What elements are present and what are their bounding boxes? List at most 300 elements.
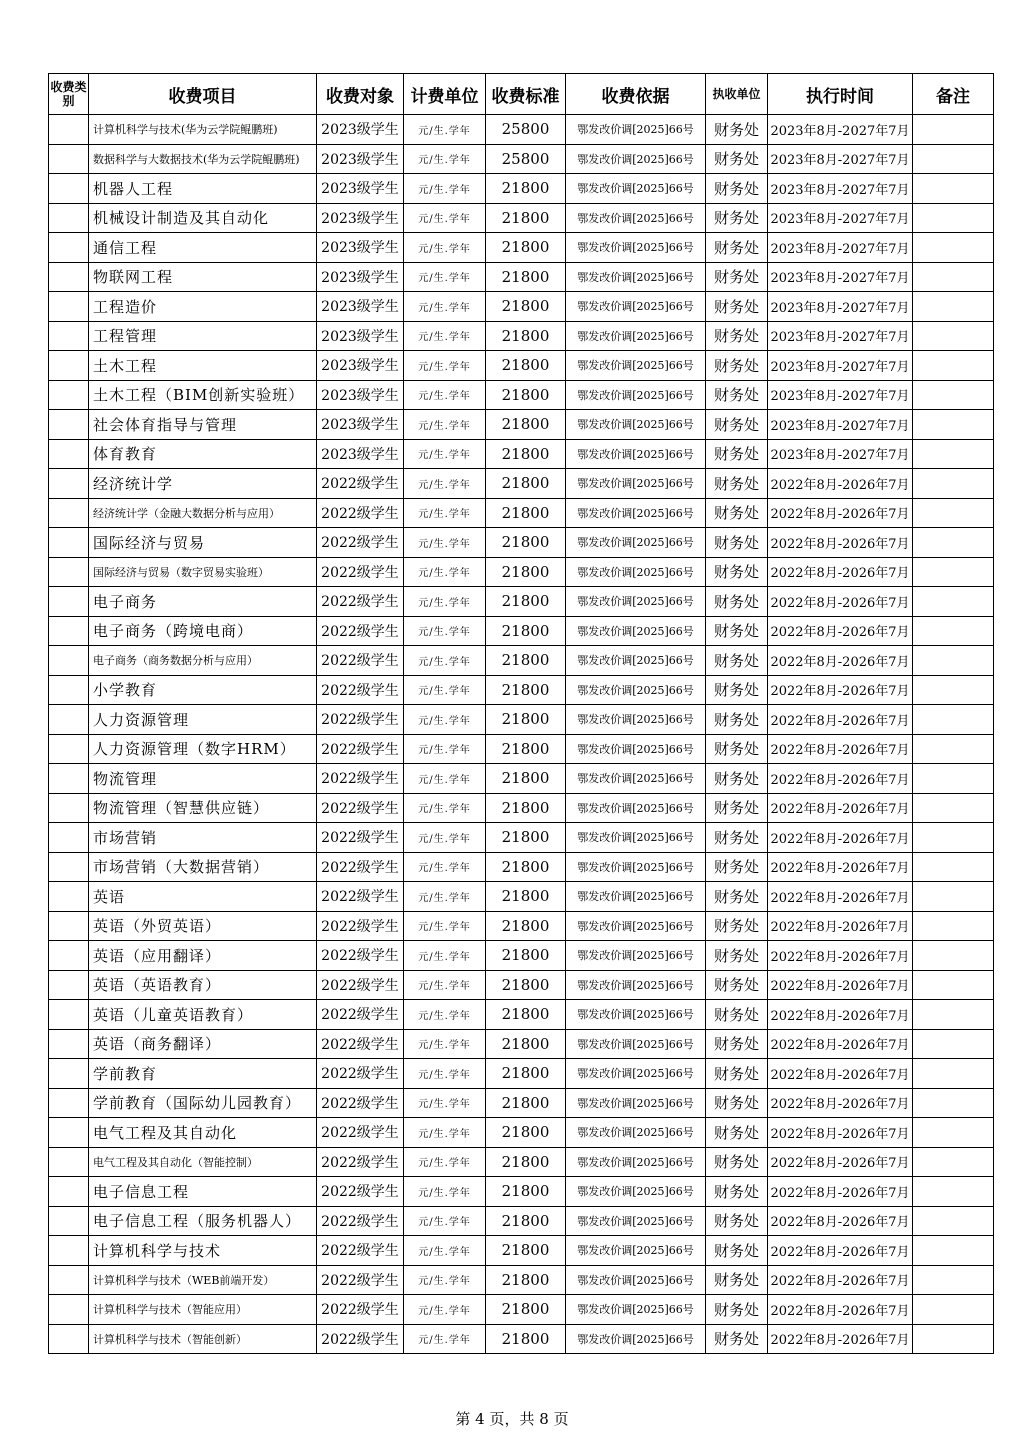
cell-category (49, 1029, 89, 1059)
cell-category (49, 262, 89, 292)
header-item: 收费项目 (89, 74, 317, 115)
cell-unit: 元/生.学年 (404, 882, 486, 912)
cell-target: 2022级学生 (317, 646, 404, 676)
cell-item: 英语（外贸英语） (89, 911, 317, 941)
cell-remark (913, 823, 994, 853)
cell-target: 2022级学生 (317, 882, 404, 912)
cell-remark (913, 1000, 994, 1030)
cell-category (49, 587, 89, 617)
table-row (49, 646, 994, 676)
table-row (49, 1029, 994, 1059)
cell-dept: 财务处 (706, 262, 768, 292)
cell-standard: 21800 (486, 439, 566, 469)
cell-target: 2023级学生 (317, 439, 404, 469)
table-row (49, 616, 994, 646)
cell-category (49, 410, 89, 440)
cell-unit: 元/生.学年 (404, 1295, 486, 1325)
cell-basis: 鄂发改价调[2025]66号 (566, 351, 706, 381)
cell-dept: 财务处 (706, 1295, 768, 1325)
header-unit: 计费单位 (404, 74, 486, 115)
cell-basis: 鄂发改价调[2025]66号 (566, 410, 706, 440)
cell-basis: 鄂发改价调[2025]66号 (566, 734, 706, 764)
cell-item: 体育教育 (89, 439, 317, 469)
table-row (49, 1324, 994, 1354)
cell-dept: 财务处 (706, 1236, 768, 1266)
cell-basis: 鄂发改价调[2025]66号 (566, 852, 706, 882)
cell-target: 2022级学生 (317, 1088, 404, 1118)
cell-dept: 财务处 (706, 292, 768, 322)
cell-standard: 21800 (486, 1206, 566, 1236)
cell-remark (913, 1088, 994, 1118)
cell-standard: 21800 (486, 469, 566, 499)
cell-category (49, 764, 89, 794)
header-category: 收费类别 (49, 74, 89, 115)
cell-target: 2023级学生 (317, 144, 404, 174)
cell-category (49, 911, 89, 941)
cell-category (49, 1088, 89, 1118)
cell-unit: 元/生.学年 (404, 675, 486, 705)
cell-category (49, 439, 89, 469)
cell-item: 工程管理 (89, 321, 317, 351)
header-dept: 执收单位 (706, 74, 768, 115)
header-remark: 备注 (913, 74, 994, 115)
cell-period: 2023年8月-2027年7月 (768, 144, 913, 174)
cell-item: 英语（儿童英语教育） (89, 1000, 317, 1030)
cell-period: 2022年8月-2026年7月 (768, 1147, 913, 1177)
cell-item: 计算机科学与技术（智能应用） (89, 1295, 317, 1325)
cell-remark (913, 793, 994, 823)
cell-unit: 元/生.学年 (404, 498, 486, 528)
cell-standard: 25800 (486, 115, 566, 145)
cell-remark (913, 646, 994, 676)
cell-item: 电气工程及其自动化（智能控制） (89, 1147, 317, 1177)
cell-basis: 鄂发改价调[2025]66号 (566, 439, 706, 469)
cell-period: 2022年8月-2026年7月 (768, 557, 913, 587)
cell-target: 2022级学生 (317, 1059, 404, 1089)
cell-unit: 元/生.学年 (404, 823, 486, 853)
cell-standard: 21800 (486, 1324, 566, 1354)
cell-item: 英语 (89, 882, 317, 912)
cell-item: 物流管理 (89, 764, 317, 794)
cell-period: 2023年8月-2027年7月 (768, 292, 913, 322)
cell-basis: 鄂发改价调[2025]66号 (566, 1059, 706, 1089)
cell-dept: 财务处 (706, 498, 768, 528)
cell-basis: 鄂发改价调[2025]66号 (566, 557, 706, 587)
cell-unit: 元/生.学年 (404, 1000, 486, 1030)
table-row (49, 1295, 994, 1325)
cell-item: 学前教育 (89, 1059, 317, 1089)
cell-basis: 鄂发改价调[2025]66号 (566, 380, 706, 410)
cell-basis: 鄂发改价调[2025]66号 (566, 1147, 706, 1177)
table-row (49, 852, 994, 882)
cell-basis: 鄂发改价调[2025]66号 (566, 970, 706, 1000)
cell-standard: 21800 (486, 174, 566, 204)
cell-remark (913, 734, 994, 764)
cell-target: 2022级学生 (317, 1029, 404, 1059)
cell-remark (913, 351, 994, 381)
cell-basis: 鄂发改价调[2025]66号 (566, 1088, 706, 1118)
cell-dept: 财务处 (706, 1118, 768, 1148)
table-row (49, 292, 994, 322)
cell-target: 2022级学生 (317, 1206, 404, 1236)
cell-dept: 财务处 (706, 705, 768, 735)
table-row (49, 203, 994, 233)
table-body (49, 115, 994, 1354)
cell-dept: 财务处 (706, 233, 768, 263)
cell-standard: 21800 (486, 941, 566, 971)
cell-unit: 元/生.学年 (404, 203, 486, 233)
cell-standard: 21800 (486, 528, 566, 558)
cell-dept: 财务处 (706, 675, 768, 705)
table-row (49, 410, 994, 440)
cell-item: 市场营销（大数据营销） (89, 852, 317, 882)
table-row (49, 144, 994, 174)
cell-basis: 鄂发改价调[2025]66号 (566, 646, 706, 676)
cell-target: 2023级学生 (317, 262, 404, 292)
cell-standard: 21800 (486, 1118, 566, 1148)
cell-remark (913, 1029, 994, 1059)
cell-remark (913, 174, 994, 204)
cell-unit: 元/生.学年 (404, 1029, 486, 1059)
cell-period: 2022年8月-2026年7月 (768, 646, 913, 676)
table-row (49, 882, 994, 912)
cell-remark (913, 941, 994, 971)
cell-item: 电子信息工程 (89, 1177, 317, 1207)
cell-item: 市场营销 (89, 823, 317, 853)
cell-basis: 鄂发改价调[2025]66号 (566, 528, 706, 558)
cell-basis: 鄂发改价调[2025]66号 (566, 262, 706, 292)
cell-target: 2022级学生 (317, 911, 404, 941)
cell-dept: 财务处 (706, 410, 768, 440)
cell-dept: 财务处 (706, 587, 768, 617)
cell-standard: 21800 (486, 675, 566, 705)
cell-target: 2022级学生 (317, 498, 404, 528)
cell-remark (913, 1236, 994, 1266)
cell-dept: 财务处 (706, 469, 768, 499)
cell-category (49, 557, 89, 587)
cell-unit: 元/生.学年 (404, 1324, 486, 1354)
table-row (49, 233, 994, 263)
cell-dept: 财务处 (706, 793, 768, 823)
cell-unit: 元/生.学年 (404, 528, 486, 558)
cell-basis: 鄂发改价调[2025]66号 (566, 793, 706, 823)
cell-basis: 鄂发改价调[2025]66号 (566, 587, 706, 617)
cell-dept: 财务处 (706, 321, 768, 351)
cell-target: 2022级学生 (317, 793, 404, 823)
cell-dept: 财务处 (706, 203, 768, 233)
cell-period: 2022年8月-2026年7月 (768, 705, 913, 735)
table-row (49, 1088, 994, 1118)
cell-dept: 财务处 (706, 1059, 768, 1089)
cell-period: 2022年8月-2026年7月 (768, 1206, 913, 1236)
cell-item: 经济统计学（金融大数据分析与应用） (89, 498, 317, 528)
cell-item: 国际经济与贸易 (89, 528, 317, 558)
cell-target: 2022级学生 (317, 1177, 404, 1207)
cell-remark (913, 292, 994, 322)
cell-target: 2022级学生 (317, 587, 404, 617)
cell-unit: 元/生.学年 (404, 439, 486, 469)
cell-target: 2022级学生 (317, 970, 404, 1000)
cell-category (49, 1000, 89, 1030)
cell-item: 土木工程（BIM创新实验班） (89, 380, 317, 410)
cell-standard: 21800 (486, 1236, 566, 1266)
cell-category (49, 292, 89, 322)
cell-target: 2023级学生 (317, 380, 404, 410)
cell-period: 2023年8月-2027年7月 (768, 351, 913, 381)
cell-unit: 元/生.学年 (404, 351, 486, 381)
cell-remark (913, 498, 994, 528)
cell-remark (913, 1059, 994, 1089)
cell-remark (913, 1324, 994, 1354)
cell-dept: 财务处 (706, 380, 768, 410)
cell-category (49, 1265, 89, 1295)
cell-unit: 元/生.学年 (404, 616, 486, 646)
cell-category (49, 1059, 89, 1089)
cell-basis: 鄂发改价调[2025]66号 (566, 144, 706, 174)
cell-remark (913, 1177, 994, 1207)
cell-category (49, 321, 89, 351)
cell-target: 2022级学生 (317, 469, 404, 499)
cell-standard: 21800 (486, 1265, 566, 1295)
cell-period: 2022年8月-2026年7月 (768, 970, 913, 1000)
table-row (49, 793, 994, 823)
cell-target: 2022级学生 (317, 528, 404, 558)
cell-remark (913, 911, 994, 941)
table-row (49, 1147, 994, 1177)
cell-period: 2022年8月-2026年7月 (768, 1324, 913, 1354)
cell-unit: 元/生.学年 (404, 233, 486, 263)
header-basis: 收费依据 (566, 74, 706, 115)
cell-standard: 21800 (486, 1059, 566, 1089)
cell-category (49, 941, 89, 971)
cell-period: 2022年8月-2026年7月 (768, 1265, 913, 1295)
table-row (49, 1000, 994, 1030)
cell-period: 2023年8月-2027年7月 (768, 439, 913, 469)
cell-category (49, 1324, 89, 1354)
cell-remark (913, 1295, 994, 1325)
cell-dept: 财务处 (706, 646, 768, 676)
cell-item: 通信工程 (89, 233, 317, 263)
table-row (49, 351, 994, 381)
cell-unit: 元/生.学年 (404, 646, 486, 676)
table-row (49, 734, 994, 764)
cell-dept: 财务处 (706, 764, 768, 794)
cell-remark (913, 528, 994, 558)
cell-standard: 21800 (486, 1295, 566, 1325)
cell-target: 2023级学生 (317, 233, 404, 263)
cell-unit: 元/生.学年 (404, 793, 486, 823)
cell-standard: 21800 (486, 498, 566, 528)
cell-period: 2022年8月-2026年7月 (768, 911, 913, 941)
cell-target: 2023级学生 (317, 115, 404, 145)
cell-target: 2023级学生 (317, 292, 404, 322)
cell-unit: 元/生.学年 (404, 1236, 486, 1266)
cell-target: 2022级学生 (317, 1118, 404, 1148)
cell-period: 2022年8月-2026年7月 (768, 1088, 913, 1118)
cell-item: 人力资源管理 (89, 705, 317, 735)
page-footer: 第 4 页，共 8 页 (455, 1410, 569, 1428)
cell-standard: 21800 (486, 351, 566, 381)
cell-category (49, 469, 89, 499)
cell-item: 国际经济与贸易（数字贸易实验班） (89, 557, 317, 587)
cell-category (49, 705, 89, 735)
cell-period: 2023年8月-2027年7月 (768, 233, 913, 263)
cell-standard: 21800 (486, 882, 566, 912)
cell-unit: 元/生.学年 (404, 1177, 486, 1207)
cell-unit: 元/生.学年 (404, 852, 486, 882)
cell-remark (913, 616, 994, 646)
cell-dept: 财务处 (706, 734, 768, 764)
cell-dept: 财务处 (706, 351, 768, 381)
cell-target: 2022级学生 (317, 675, 404, 705)
cell-item: 英语（商务翻译） (89, 1029, 317, 1059)
cell-item: 经济统计学 (89, 469, 317, 499)
table-row (49, 439, 994, 469)
cell-target: 2022级学生 (317, 705, 404, 735)
cell-basis: 鄂发改价调[2025]66号 (566, 1236, 706, 1266)
cell-category (49, 675, 89, 705)
cell-period: 2023年8月-2027年7月 (768, 115, 913, 145)
cell-basis: 鄂发改价调[2025]66号 (566, 823, 706, 853)
cell-standard: 21800 (486, 911, 566, 941)
cell-item: 机器人工程 (89, 174, 317, 204)
cell-item: 英语（英语教育） (89, 970, 317, 1000)
cell-unit: 元/生.学年 (404, 1206, 486, 1236)
cell-basis: 鄂发改价调[2025]66号 (566, 469, 706, 499)
cell-dept: 财务处 (706, 941, 768, 971)
cell-basis: 鄂发改价调[2025]66号 (566, 1177, 706, 1207)
cell-unit: 元/生.学年 (404, 1118, 486, 1148)
table-header (49, 74, 994, 115)
cell-item: 物流管理（智慧供应链） (89, 793, 317, 823)
cell-remark (913, 262, 994, 292)
cell-dept: 财务处 (706, 1206, 768, 1236)
table-row (49, 705, 994, 735)
cell-category (49, 380, 89, 410)
cell-unit: 元/生.学年 (404, 1088, 486, 1118)
cell-unit: 元/生.学年 (404, 410, 486, 440)
cell-category (49, 1295, 89, 1325)
cell-dept: 财务处 (706, 1324, 768, 1354)
cell-category (49, 528, 89, 558)
cell-basis: 鄂发改价调[2025]66号 (566, 705, 706, 735)
cell-dept: 财务处 (706, 528, 768, 558)
cell-target: 2022级学生 (317, 1324, 404, 1354)
cell-basis: 鄂发改价调[2025]66号 (566, 115, 706, 145)
cell-period: 2023年8月-2027年7月 (768, 321, 913, 351)
cell-period: 2022年8月-2026年7月 (768, 675, 913, 705)
cell-item: 人力资源管理（数字HRM） (89, 734, 317, 764)
cell-item: 机械设计制造及其自动化 (89, 203, 317, 233)
cell-item: 电子商务（商务数据分析与应用） (89, 646, 317, 676)
cell-category (49, 174, 89, 204)
cell-category (49, 852, 89, 882)
table-row (49, 1059, 994, 1089)
cell-remark (913, 233, 994, 263)
cell-period: 2022年8月-2026年7月 (768, 498, 913, 528)
header-period: 执行时间 (768, 74, 913, 115)
table-row (49, 115, 994, 145)
cell-standard: 21800 (486, 557, 566, 587)
cell-unit: 元/生.学年 (404, 911, 486, 941)
cell-period: 2022年8月-2026年7月 (768, 734, 913, 764)
table-row (49, 380, 994, 410)
cell-period: 2022年8月-2026年7月 (768, 528, 913, 558)
cell-standard: 21800 (486, 233, 566, 263)
cell-remark (913, 764, 994, 794)
table-row (49, 1177, 994, 1207)
cell-dept: 财务处 (706, 616, 768, 646)
cell-target: 2022级学生 (317, 557, 404, 587)
cell-item: 数据科学与大数据技术(华为云学院鲲鹏班) (89, 144, 317, 174)
cell-period: 2022年8月-2026年7月 (768, 587, 913, 617)
cell-basis: 鄂发改价调[2025]66号 (566, 1000, 706, 1030)
cell-remark (913, 1265, 994, 1295)
cell-period: 2022年8月-2026年7月 (768, 1118, 913, 1148)
table-row (49, 1265, 994, 1295)
cell-item: 电子商务（跨境电商） (89, 616, 317, 646)
cell-remark (913, 587, 994, 617)
cell-item: 英语（应用翻译） (89, 941, 317, 971)
cell-target: 2022级学生 (317, 616, 404, 646)
cell-period: 2022年8月-2026年7月 (768, 823, 913, 853)
cell-item: 电子信息工程（服务机器人） (89, 1206, 317, 1236)
cell-target: 2023级学生 (317, 351, 404, 381)
cell-category (49, 144, 89, 174)
cell-standard: 21800 (486, 705, 566, 735)
cell-remark (913, 1206, 994, 1236)
cell-period: 2022年8月-2026年7月 (768, 1177, 913, 1207)
cell-remark (913, 675, 994, 705)
cell-item: 土木工程 (89, 351, 317, 381)
cell-remark (913, 203, 994, 233)
cell-target: 2022级学生 (317, 1265, 404, 1295)
cell-remark (913, 410, 994, 440)
cell-target: 2022级学生 (317, 1147, 404, 1177)
cell-period: 2022年8月-2026年7月 (768, 852, 913, 882)
table-row (49, 911, 994, 941)
cell-remark (913, 439, 994, 469)
cell-remark (913, 852, 994, 882)
cell-standard: 21800 (486, 616, 566, 646)
cell-period: 2022年8月-2026年7月 (768, 469, 913, 499)
cell-dept: 财务处 (706, 1265, 768, 1295)
cell-item: 工程造价 (89, 292, 317, 322)
cell-dept: 财务处 (706, 911, 768, 941)
table-row (49, 469, 994, 499)
cell-unit: 元/生.学年 (404, 1265, 486, 1295)
table-row (49, 941, 994, 971)
cell-unit: 元/生.学年 (404, 262, 486, 292)
cell-item: 社会体育指导与管理 (89, 410, 317, 440)
cell-basis: 鄂发改价调[2025]66号 (566, 616, 706, 646)
cell-basis: 鄂发改价调[2025]66号 (566, 1295, 706, 1325)
cell-unit: 元/生.学年 (404, 557, 486, 587)
cell-target: 2022级学生 (317, 823, 404, 853)
cell-basis: 鄂发改价调[2025]66号 (566, 203, 706, 233)
header-standard: 收费标准 (486, 74, 566, 115)
cell-period: 2022年8月-2026年7月 (768, 1059, 913, 1089)
cell-category (49, 793, 89, 823)
cell-category (49, 1236, 89, 1266)
cell-standard: 21800 (486, 1177, 566, 1207)
cell-item: 计算机科学与技术 (89, 1236, 317, 1266)
cell-standard: 21800 (486, 410, 566, 440)
cell-category (49, 1206, 89, 1236)
cell-item: 计算机科学与技术（WEB前端开发） (89, 1265, 317, 1295)
cell-period: 2022年8月-2026年7月 (768, 1029, 913, 1059)
fee-table (48, 73, 994, 1354)
